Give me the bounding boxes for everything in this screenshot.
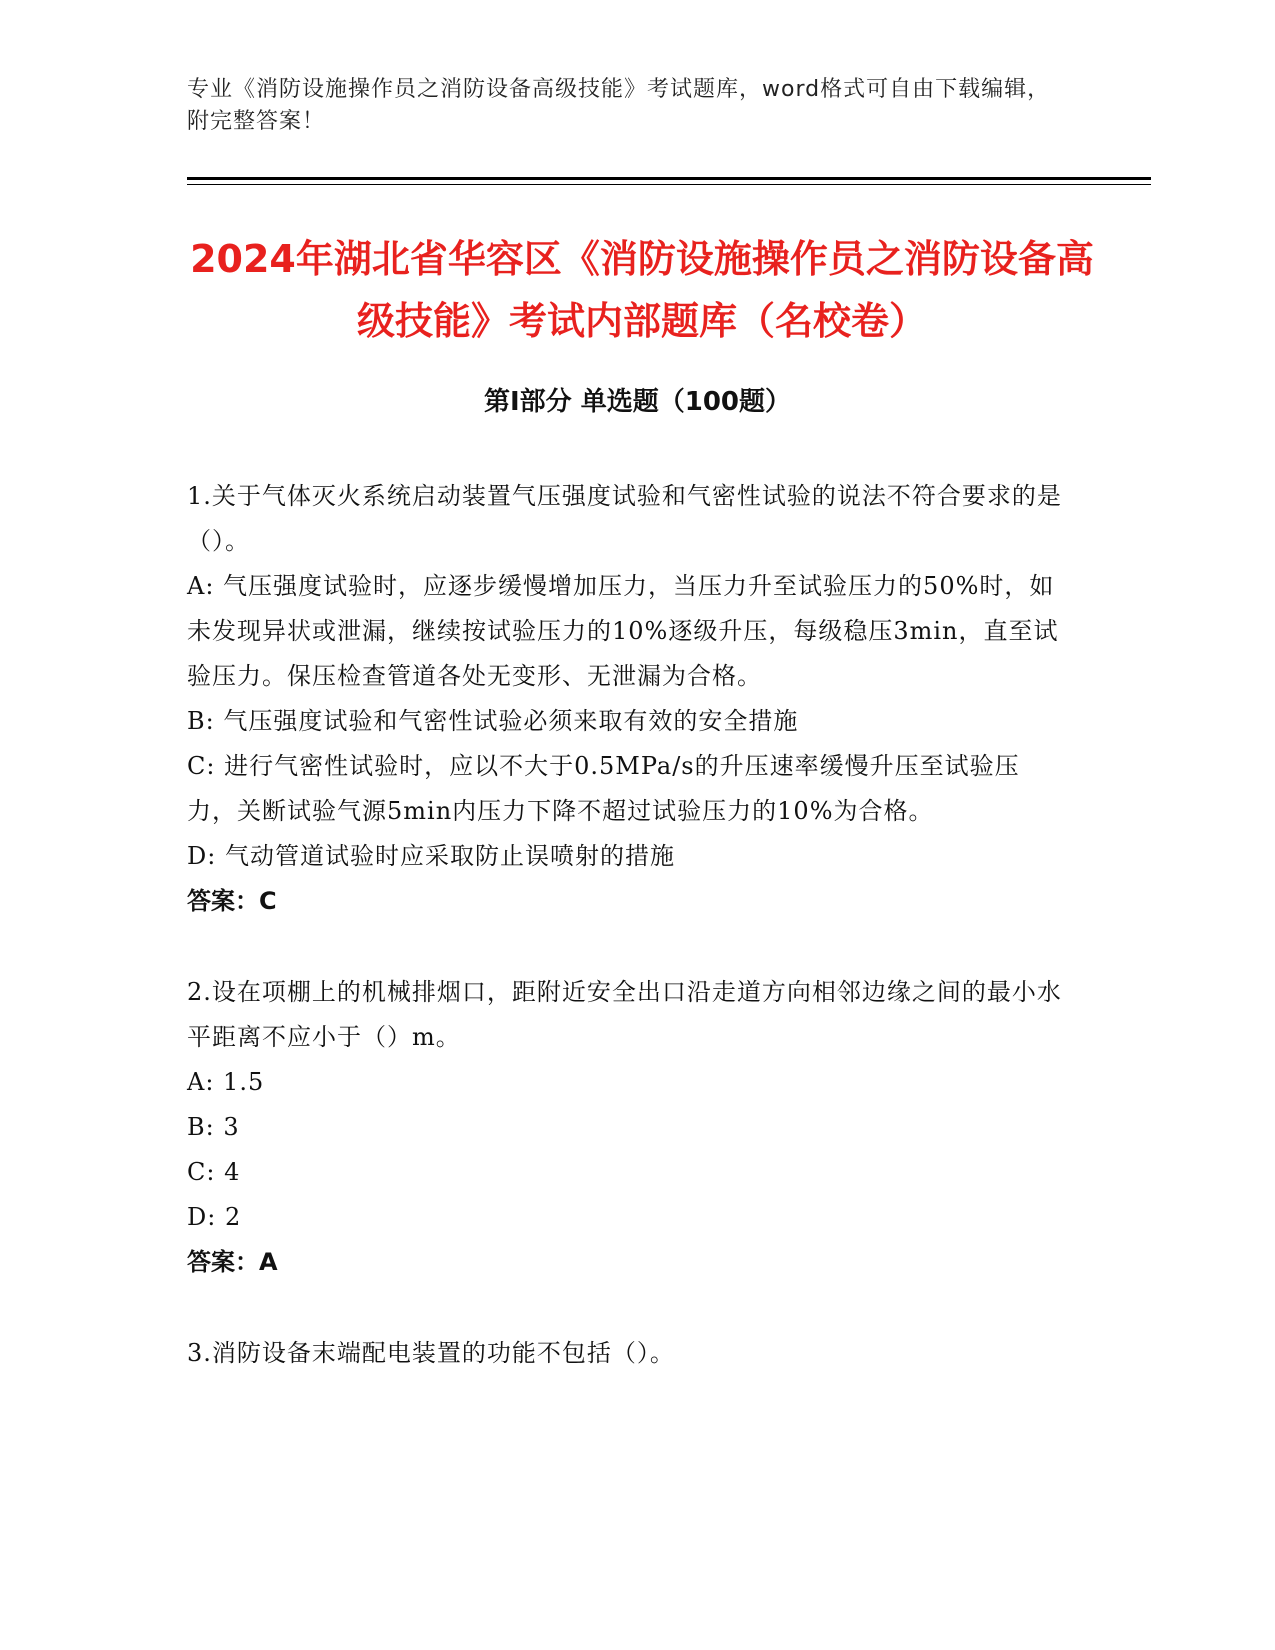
question-stem: 1.关于气体灭火系统启动装置气压强度试验和气密性试验的说法不符合要求的是（）。	[187, 482, 1062, 555]
question-3	[187, 1331, 1067, 1376]
option-d: D: 气动管道试验时应采取防止误喷射的措施	[187, 842, 675, 870]
page-title: 2024年湖北省华容区《消防设施操作员之消防设备高级技能》考试内部题库（名校卷）	[190, 237, 1094, 343]
option-b: B: 气压强度试验和气密性试验必须来取有效的安全措施	[187, 707, 799, 735]
section-title: 第I部分 单选题（100题）	[484, 387, 791, 417]
option-c: C: 进行气密性试验时，应以不大于0.5MPa/s的升压速率缓慢升压至试验压力，关断试验气源5min内压力下降不超过试验压力的10%为合格。	[187, 752, 1020, 825]
question-1	[187, 474, 1067, 924]
option-a: A: 1.5	[187, 1068, 265, 1096]
option-a: A: 气压强度试验时，应逐步缓慢增加压力，当压力升至试验压力的50%时，如未发现异状或泄漏，继续按试验压力的10%逐级升压，每级稳压3min，直至试验压力。保压检查管道各处无变形、无泄漏为合格。	[187, 572, 1059, 690]
question-2	[187, 970, 1067, 1285]
option-c: C: 4	[187, 1158, 241, 1186]
option-b: B: 3	[187, 1113, 240, 1141]
option-d: D: 2	[187, 1203, 242, 1231]
question-stem: 3.消防设备末端配电装置的功能不包括（）。	[187, 1339, 675, 1367]
answer: 答案：C	[187, 887, 277, 915]
header-note: 专业《消防设施操作员之消防设备高级技能》考试题库，word格式可自由下载编辑，附完整答案！	[187, 77, 1051, 134]
header-rule-thin	[187, 184, 1151, 185]
question-stem: 2.设在项棚上的机械排烟口，距附近安全出口沿走道方向相邻边缘之间的最小水平距离不应小于（）m。	[187, 978, 1062, 1051]
header-rule-thick	[187, 177, 1151, 180]
answer: 答案：A	[187, 1248, 278, 1276]
question-list	[187, 474, 1067, 1422]
